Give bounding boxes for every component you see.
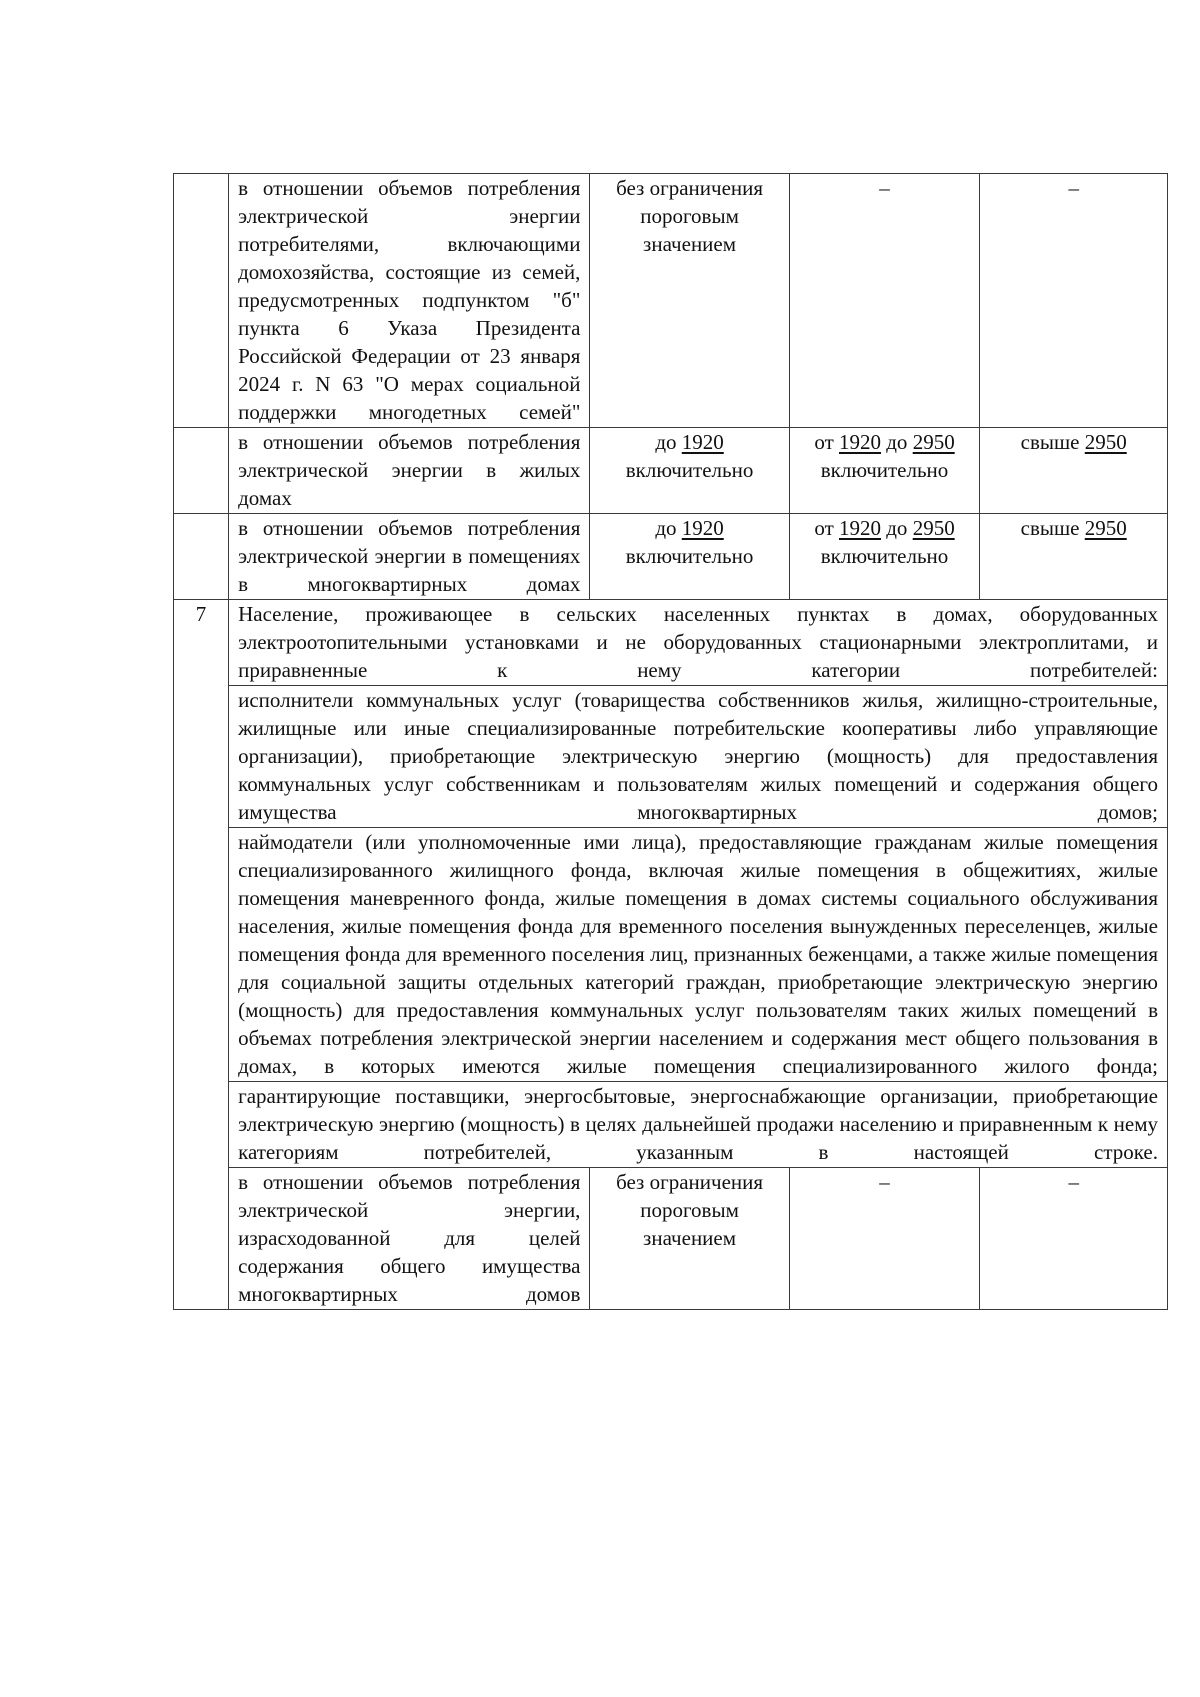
- table-row: [174, 686, 1168, 828]
- group7-paragraph-3: гарантирующие поставщики, энергосбытовые, энергоснабжающие организации, приобретающие электрическую энергию (мощность) в целях дальнейшей продажи населению и приравненным к нему категориям потребителей, указанным в настоящей строке.: [229, 1082, 1168, 1168]
- level2-cell: –: [789, 1168, 980, 1310]
- level2-from-value-link[interactable]: 1920: [839, 430, 881, 454]
- level3-cell: –: [980, 174, 1168, 428]
- level2-to: до: [886, 516, 908, 540]
- level1-cell: [590, 514, 789, 600]
- row-number-7: 7: [174, 600, 229, 1310]
- group7-paragraph-2: наймодатели (или уполномоченные ими лица), предоставляющие гражданам жилые помещения специализированного жилищного фонда, включая жилые помещения в общежитиях, жилые помещения маневренного фонда, жилые помещения в домах системы социального обслуживания населения, жилые помещения фонда для временного поселения вынужденных переселенцев, жилые помещения фонда для временного поселения лиц, признанных беженцами, а также жилые помещения для социальной защиты отдельных категорий граждан, приобретающие электрическую энергию (мощность) для предоставления коммунальных услуг пользователям таких жилых помещений в объемах потребления электрической энергии населением и содержания мест общего пользования в домах, в которых имеются жилые помещения специализированного жилого фонда;: [229, 828, 1168, 1082]
- level3-cell: [980, 428, 1168, 514]
- level1-cell: [590, 428, 789, 514]
- level1-prefix: до: [655, 516, 677, 540]
- level1-suffix: включительно: [625, 458, 754, 482]
- tariff-table: [173, 173, 1168, 1310]
- level1-prefix: до: [655, 430, 677, 454]
- group7-heading: Население, проживающее в сельских населенных пунктах в домах, оборудованных электроотопительными установками и не оборудованных стационарными электроплитами, и приравненные к нему категории потребителей:: [229, 600, 1168, 686]
- level1-suffix: включительно: [625, 544, 754, 568]
- level2-suffix: включительно: [820, 544, 949, 568]
- level2-to-value-link[interactable]: 2950: [912, 430, 955, 454]
- level1-value-link[interactable]: 1920: [681, 430, 724, 454]
- row-number-cell: [174, 514, 229, 600]
- level2-to-value-link[interactable]: 2950: [912, 516, 955, 540]
- row-description: в отношении объемов потребления электрической энергии, израсходованной для целей содержания общего имущества многоквартирных домов: [229, 1168, 590, 1310]
- level2-cell: [789, 428, 980, 514]
- level3-prefix: свыше: [1020, 516, 1080, 540]
- table-row: [174, 514, 1168, 600]
- level2-cell: –: [789, 174, 980, 428]
- row-number-cell: [174, 428, 229, 514]
- level2-suffix: включительно: [820, 458, 949, 482]
- table-row: [174, 828, 1168, 1082]
- table-row: [174, 1082, 1168, 1168]
- level2-from: от: [814, 430, 834, 454]
- level2-cell: [789, 514, 980, 600]
- group7-paragraph-1: исполнители коммунальных услуг (товарищества собственников жилья, жилищно-строительные, жилищные или иные специализированные потребительские кооперативы либо управляющие организации), приобретающие электрическую энергию (мощность) для предоставления коммунальных услуг собственникам и пользователям жилых помещений и содержания общего имущества многоквартирных домов;: [229, 686, 1168, 828]
- row-description: в отношении объемов потребления электрической энергии потребителями, включающими домохозяйства, состоящие из семей, предусмотренных подпунктом "б" пункта 6 Указа Президента Российской Федерации от 23 января 2024 г. N 63 "О мерах социальной поддержки многодетных семей": [229, 174, 590, 428]
- level1-cell: без ограничения пороговым значением: [590, 1168, 789, 1310]
- level3-cell: –: [980, 1168, 1168, 1310]
- level3-cell: [980, 514, 1168, 600]
- level2-from-value-link[interactable]: 1920: [839, 516, 881, 540]
- table-row: [174, 1168, 1168, 1310]
- table-row: [174, 600, 1168, 686]
- level1-value-link[interactable]: 1920: [681, 516, 724, 540]
- level2-from: от: [814, 516, 834, 540]
- row-description: в отношении объемов потребления электрической энергии в помещениях в многоквартирных домах: [229, 514, 590, 600]
- row-description: в отношении объемов потребления электрической энергии в жилых домах: [229, 428, 590, 514]
- level3-prefix: свыше: [1020, 430, 1080, 454]
- table-row: [174, 174, 1168, 428]
- level2-to: до: [886, 430, 908, 454]
- row-number-cell: [174, 174, 229, 428]
- level1-cell: без ограничения пороговым значением: [590, 174, 789, 428]
- level3-value-link[interactable]: 2950: [1084, 430, 1127, 454]
- level3-value-link[interactable]: 2950: [1084, 516, 1127, 540]
- table-row: [174, 428, 1168, 514]
